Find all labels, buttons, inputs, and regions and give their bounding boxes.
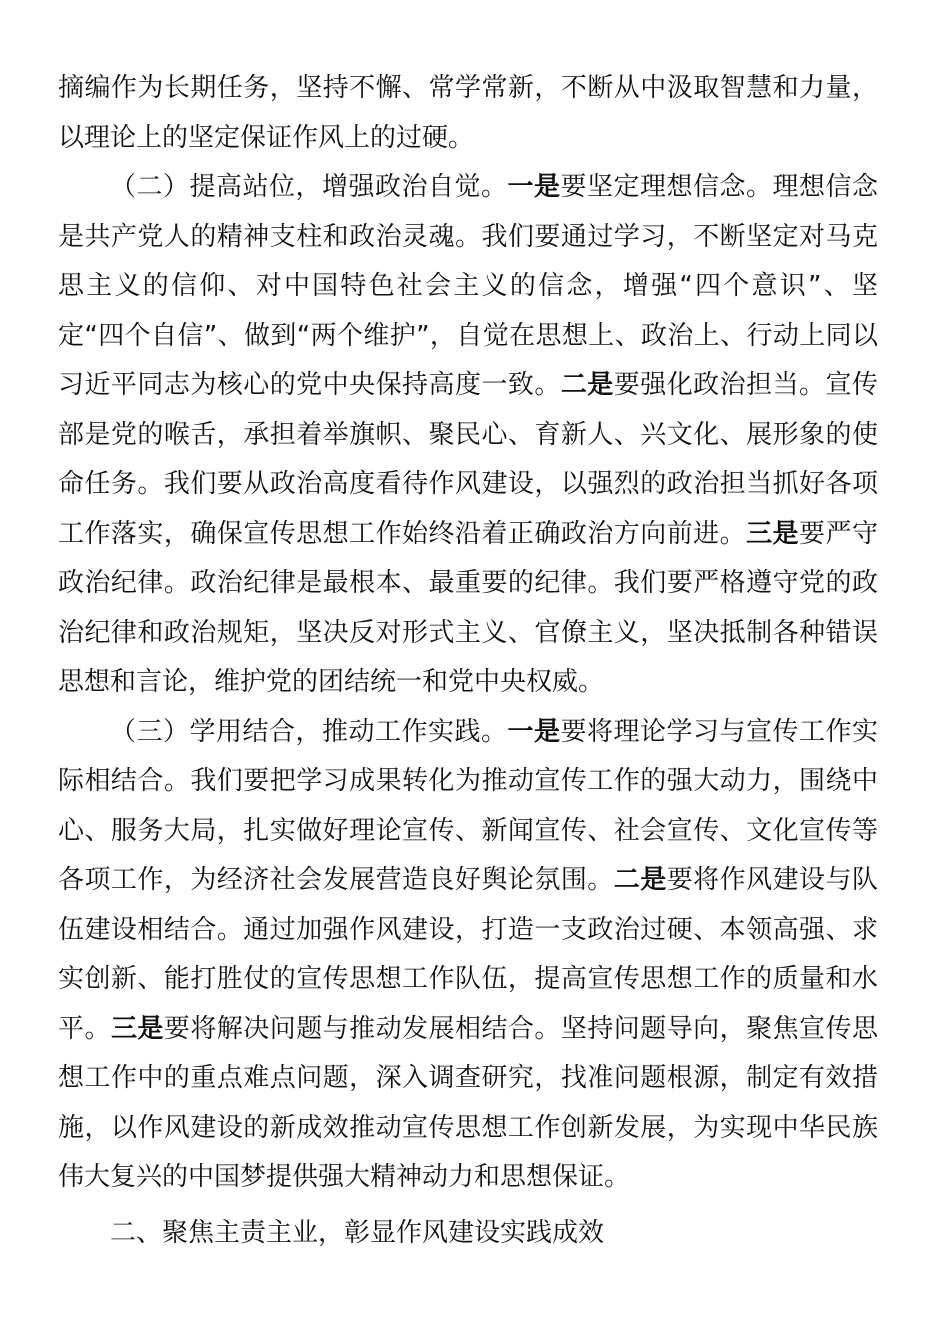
- paragraph-continuation: [58, 64, 878, 163]
- paragraph-text: 摘编作为长期任务，坚持不懈、常学常新，不断从中汲取智慧和力量，以理论上的坚定保证作风上的过硬。: [58, 73, 878, 153]
- point-marker-2: 二是: [613, 865, 667, 895]
- point-marker-1: 一是: [507, 172, 561, 202]
- paragraph-practice: [58, 708, 878, 1203]
- point-text-1: 要将理论学习与宣传工作实际相结合。我们要把学习成果转化为推动宣传工作的强大动力，围绕中心、服务大局，扎实做好理论宣传、新闻宣传、社会宣传、文化宣传等各项工作，为经济社会发展营造良好舆论氛围。: [58, 716, 878, 895]
- paragraph-political-awareness: [58, 163, 878, 708]
- point-marker-2: 二是: [560, 370, 614, 400]
- point-marker-3: 三是: [110, 1013, 164, 1044]
- point-marker-3: 三是: [746, 518, 800, 549]
- subsection-title: （三）学用结合，推动工作实践。: [110, 716, 508, 747]
- point-marker-1: 一是: [507, 716, 561, 747]
- point-text-2: 要强化政治担当。宣传部是党的喉舌，承担着举旗帜、聚民心、育新人、兴文化、展形象的使命任务。我们要从政治高度看待作风建设，以强烈的政治担当抓好各项工作落实，确保宣传思想工作始终沿着正确政治方向前进。: [58, 370, 878, 549]
- point-text-3: 要严守政治纪律。政治纪律是最根本、最重要的纪律。我们要严格遵守党的政治纪律和政治规矩，坚决反对形式主义、官僚主义，坚决抵制各种错误思想和言论，维护党的团结统一和党中央权威。: [58, 518, 878, 697]
- point-text-2: 要将作风建设与队伍建设相结合。通过加强作风建设，打造一支政治过硬、本领高强、求实创新、能打胜仗的宣传思想工作队伍，提高宣传思想工作的质量和水平。: [58, 865, 878, 1044]
- point-text-3: 要将解决问题与推动发展相结合。坚持问题导向，聚焦宣传思想工作中的重点难点问题，深入调查研究，找准问题根源，制定有效措施，以作风建设的新成效推动宣传思想工作创新发展，为实现中华民族伟大复兴的中国梦提供强大精神动力和思想保证。: [58, 1013, 878, 1192]
- point-text-1: 要坚定理想信念。理想信念是共产党人的精神支柱和政治灵魂。我们要通过学习，不断坚定对马克思主义的信仰、对中国特色社会主义的信念，增强“四个意识”、坚定“四个自信”、做到“两个维护”，自觉在思想上、政治上、行动上同以习近平同志为核心的党中央保持高度一致。: [58, 172, 878, 400]
- document-page: [58, 64, 878, 1258]
- section-heading: 二、聚焦主责主业，彰显作风建设实践成效: [110, 1217, 605, 1248]
- subsection-title: （二）提高站位，增强政治自觉。: [110, 172, 508, 202]
